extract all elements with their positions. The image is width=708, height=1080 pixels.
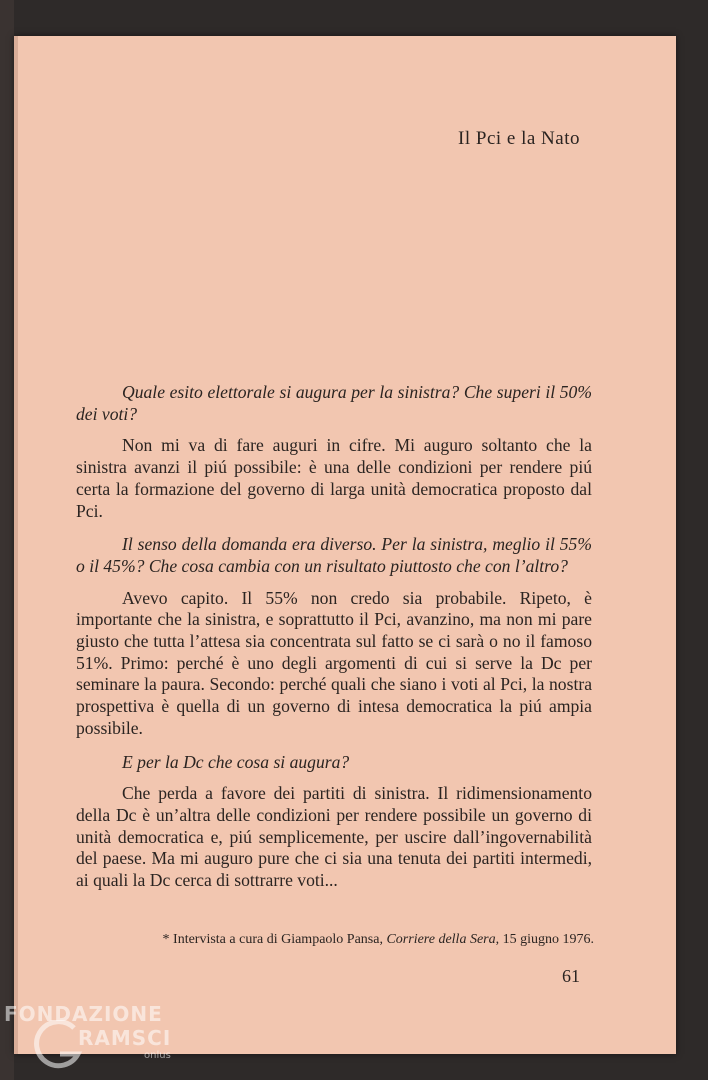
watermark-line2: RAMSCI — [78, 1026, 172, 1050]
running-head: Il Pci e la Nato — [458, 128, 580, 149]
page-edge — [14, 36, 18, 1054]
book-page — [14, 36, 676, 1054]
answer-2: Avevo capito. Il 55% non credo sia probabile. Ripeto, è importante che la sinistra, e soprattutto il Pci, avanzino, ma non mi pare giusto che tutta l’attesa sia concentrata sul fatto se ci sarà o no il famoso 51%. Primo: perché è uno degli argomenti di cui si serve la Dc per seminare la paura. Secondo: perché quali che siano i voti al Pci, la nostra prospettiva è quella di un governo di intesa democratica la piú ampia possibile. — [76, 587, 592, 738]
watermark-onlus: onlus — [144, 1050, 171, 1061]
question-2: Il senso della domanda era diverso. Per la sinistra, meglio il 55% o il 45%? Che cosa cambia con un risultato piuttosto che con l’altro? — [76, 534, 592, 576]
footnote-source: Corriere della Sera — [386, 932, 496, 947]
background-left — [0, 0, 14, 1080]
answer-3: Che perda a favore dei partiti di sinistra. Il ridimensionamento della Dc è un’altra delle condizioni per rendere possibile un governo di unità democratica e, piú semplicemente, per uscire dall’ingovernabilità del paese. Ma mi auguro pure che ci sia una tenuta dei partiti intermedi, ai quali la Dc cerca di sottrarre voti... — [76, 783, 592, 891]
question-3: E per la Dc che cosa si augura? — [122, 751, 350, 772]
answer-1: Non mi va di fare auguri in cifre. Mi auguro soltanto che la sinistra avanzi il piú possibile: è una delle condizioni per rendere piú certa la formazione del governo di larga unità democratica proposto dal Pci. — [76, 435, 592, 521]
watermark-line1: FONDAZIONE — [4, 1002, 163, 1026]
footnote — [118, 932, 594, 948]
page-number: 61 — [562, 966, 580, 986]
watermark-g-icon — [26, 1020, 86, 1070]
body-text — [76, 382, 592, 892]
watermark-logo — [4, 1002, 184, 1072]
footnote-suffix: , 15 giugno 1976. — [495, 932, 594, 947]
footnote-prefix: * Intervista a cura di Giampaolo Pansa, — [162, 932, 387, 947]
question-1: Quale esito elettorale si augura per la sinistra? Che superi il 50% dei voti? — [76, 382, 592, 424]
